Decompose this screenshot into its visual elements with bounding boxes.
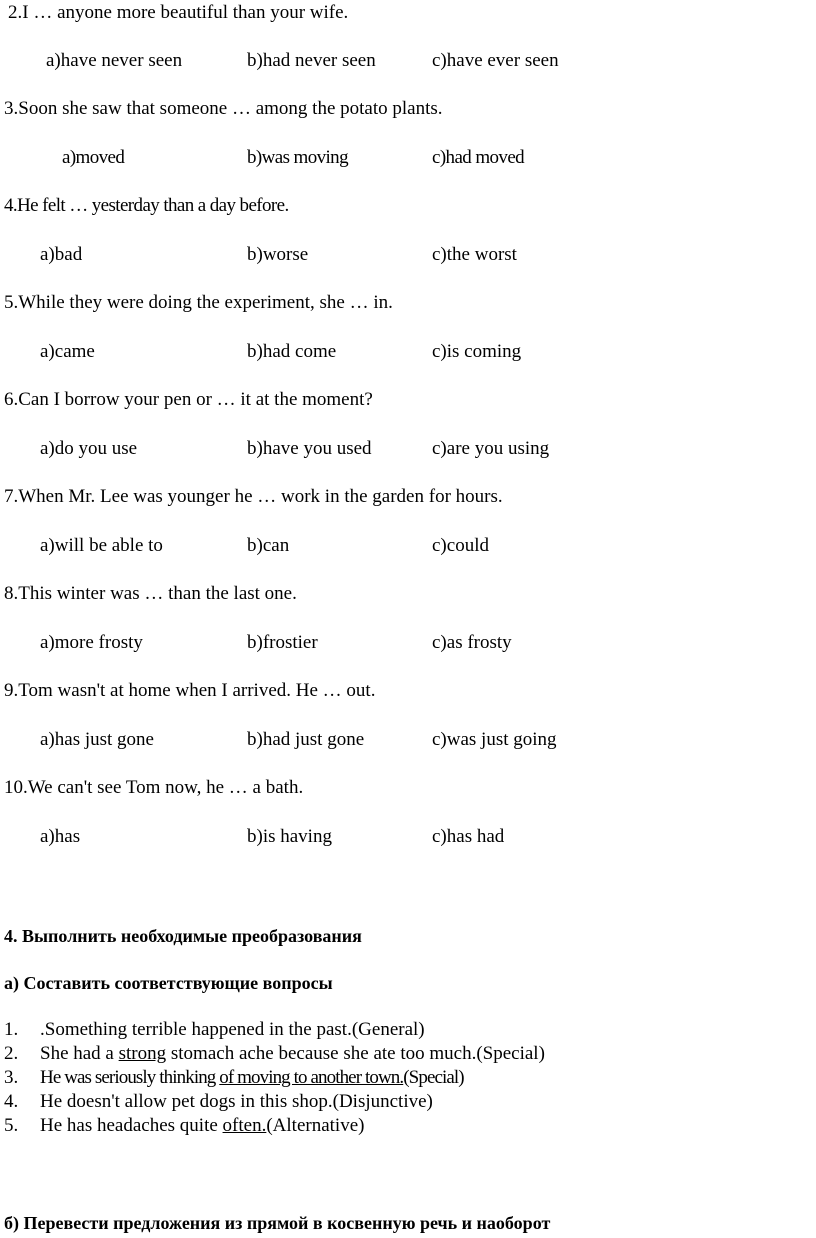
list-text: [40, 1091, 433, 1113]
option-b: b)have you used: [247, 438, 372, 459]
section-title: 4. Выполнить необходимые преобразования: [4, 926, 362, 946]
option-c: c)the worst: [432, 244, 517, 265]
option-c: c)had moved: [432, 147, 525, 168]
subsection-b-title: б) Перевести предложения из прямой в косвенную речь и наоборот: [4, 1213, 551, 1233]
question-stem: 7.When Mr. Lee was younger he … work in the garden for hours.: [4, 486, 503, 507]
option-c: c)is coming: [432, 341, 522, 362]
question-stem: 9.Tom wasn't at home when I arrived. He … out.: [4, 680, 376, 701]
list-text: [40, 1019, 425, 1041]
option-b: b)can: [247, 535, 290, 556]
question-stem: 3.Soon she saw that someone … among the potato plants.: [4, 98, 443, 119]
option-a: a)moved: [62, 147, 125, 168]
option-a: a)has: [40, 826, 81, 847]
question-stem: 6.Can I borrow your pen or … it at the moment?: [4, 389, 373, 410]
question-stem: 5.While they were doing the experiment, she … in.: [4, 292, 393, 313]
list-number: 5.: [4, 1115, 19, 1136]
option-a: a)has just gone: [40, 729, 154, 750]
list-text: [40, 1067, 464, 1089]
option-c: c)are you using: [432, 438, 550, 459]
option-a: a)more frosty: [40, 632, 143, 653]
option-a: a)do you use: [40, 438, 138, 459]
option-c: c)was just going: [432, 729, 557, 750]
text-plain: He doesn't allow pet dogs in this shop.(Disjunctive): [40, 1091, 433, 1112]
text-plain: stomach ache because she ate too much.(Special): [166, 1043, 545, 1064]
text-plain: (Special): [403, 1067, 464, 1088]
list-number: 3.: [4, 1067, 19, 1088]
list-number: 1.: [4, 1019, 19, 1040]
option-b: b)had just gone: [247, 729, 365, 750]
list-text: [40, 1043, 545, 1065]
option-a: a)have never seen: [46, 50, 183, 71]
question-stem: 4.He felt … yesterday than a day before.: [4, 195, 289, 216]
text-plain: He was seriously thinking: [40, 1067, 220, 1088]
option-b: b)was moving: [247, 147, 348, 168]
option-c: c)as frosty: [432, 632, 512, 653]
option-a: a)came: [40, 341, 95, 362]
question-stem: 10.We can't see Tom now, he … a bath.: [4, 777, 304, 798]
option-b: b)had come: [247, 341, 337, 362]
text-underlined: often.: [222, 1115, 267, 1136]
text-underlined: of moving to another town.: [219, 1067, 404, 1088]
list-number: 4.: [4, 1091, 19, 1112]
option-b: b)is having: [247, 826, 332, 847]
list-number: 2.: [4, 1043, 19, 1064]
option-c: c)has had: [432, 826, 505, 847]
option-c: c)could: [432, 535, 489, 556]
option-b: b)had never seen: [247, 50, 376, 71]
question-stem: 8.This winter was … than the last one.: [4, 583, 297, 604]
text-plain: He has headaches quite: [40, 1115, 223, 1136]
text-plain: (Alternative): [266, 1115, 365, 1136]
text-underlined: strong: [118, 1043, 167, 1064]
option-b: b)worse: [247, 244, 309, 265]
option-c: c)have ever seen: [432, 50, 559, 71]
list-text: [40, 1115, 364, 1137]
text-plain: .Something terrible happened in the past.(General): [40, 1019, 425, 1040]
option-a: a)will be able to: [40, 535, 163, 556]
subsection-a-title: а) Составить соответствующие вопросы: [4, 973, 333, 993]
option-b: b)frostier: [247, 632, 318, 653]
text-plain: She had a: [40, 1043, 119, 1064]
option-a: a)bad: [40, 244, 83, 265]
question-stem: 2.I … anyone more beautiful than your wife.: [8, 2, 349, 23]
